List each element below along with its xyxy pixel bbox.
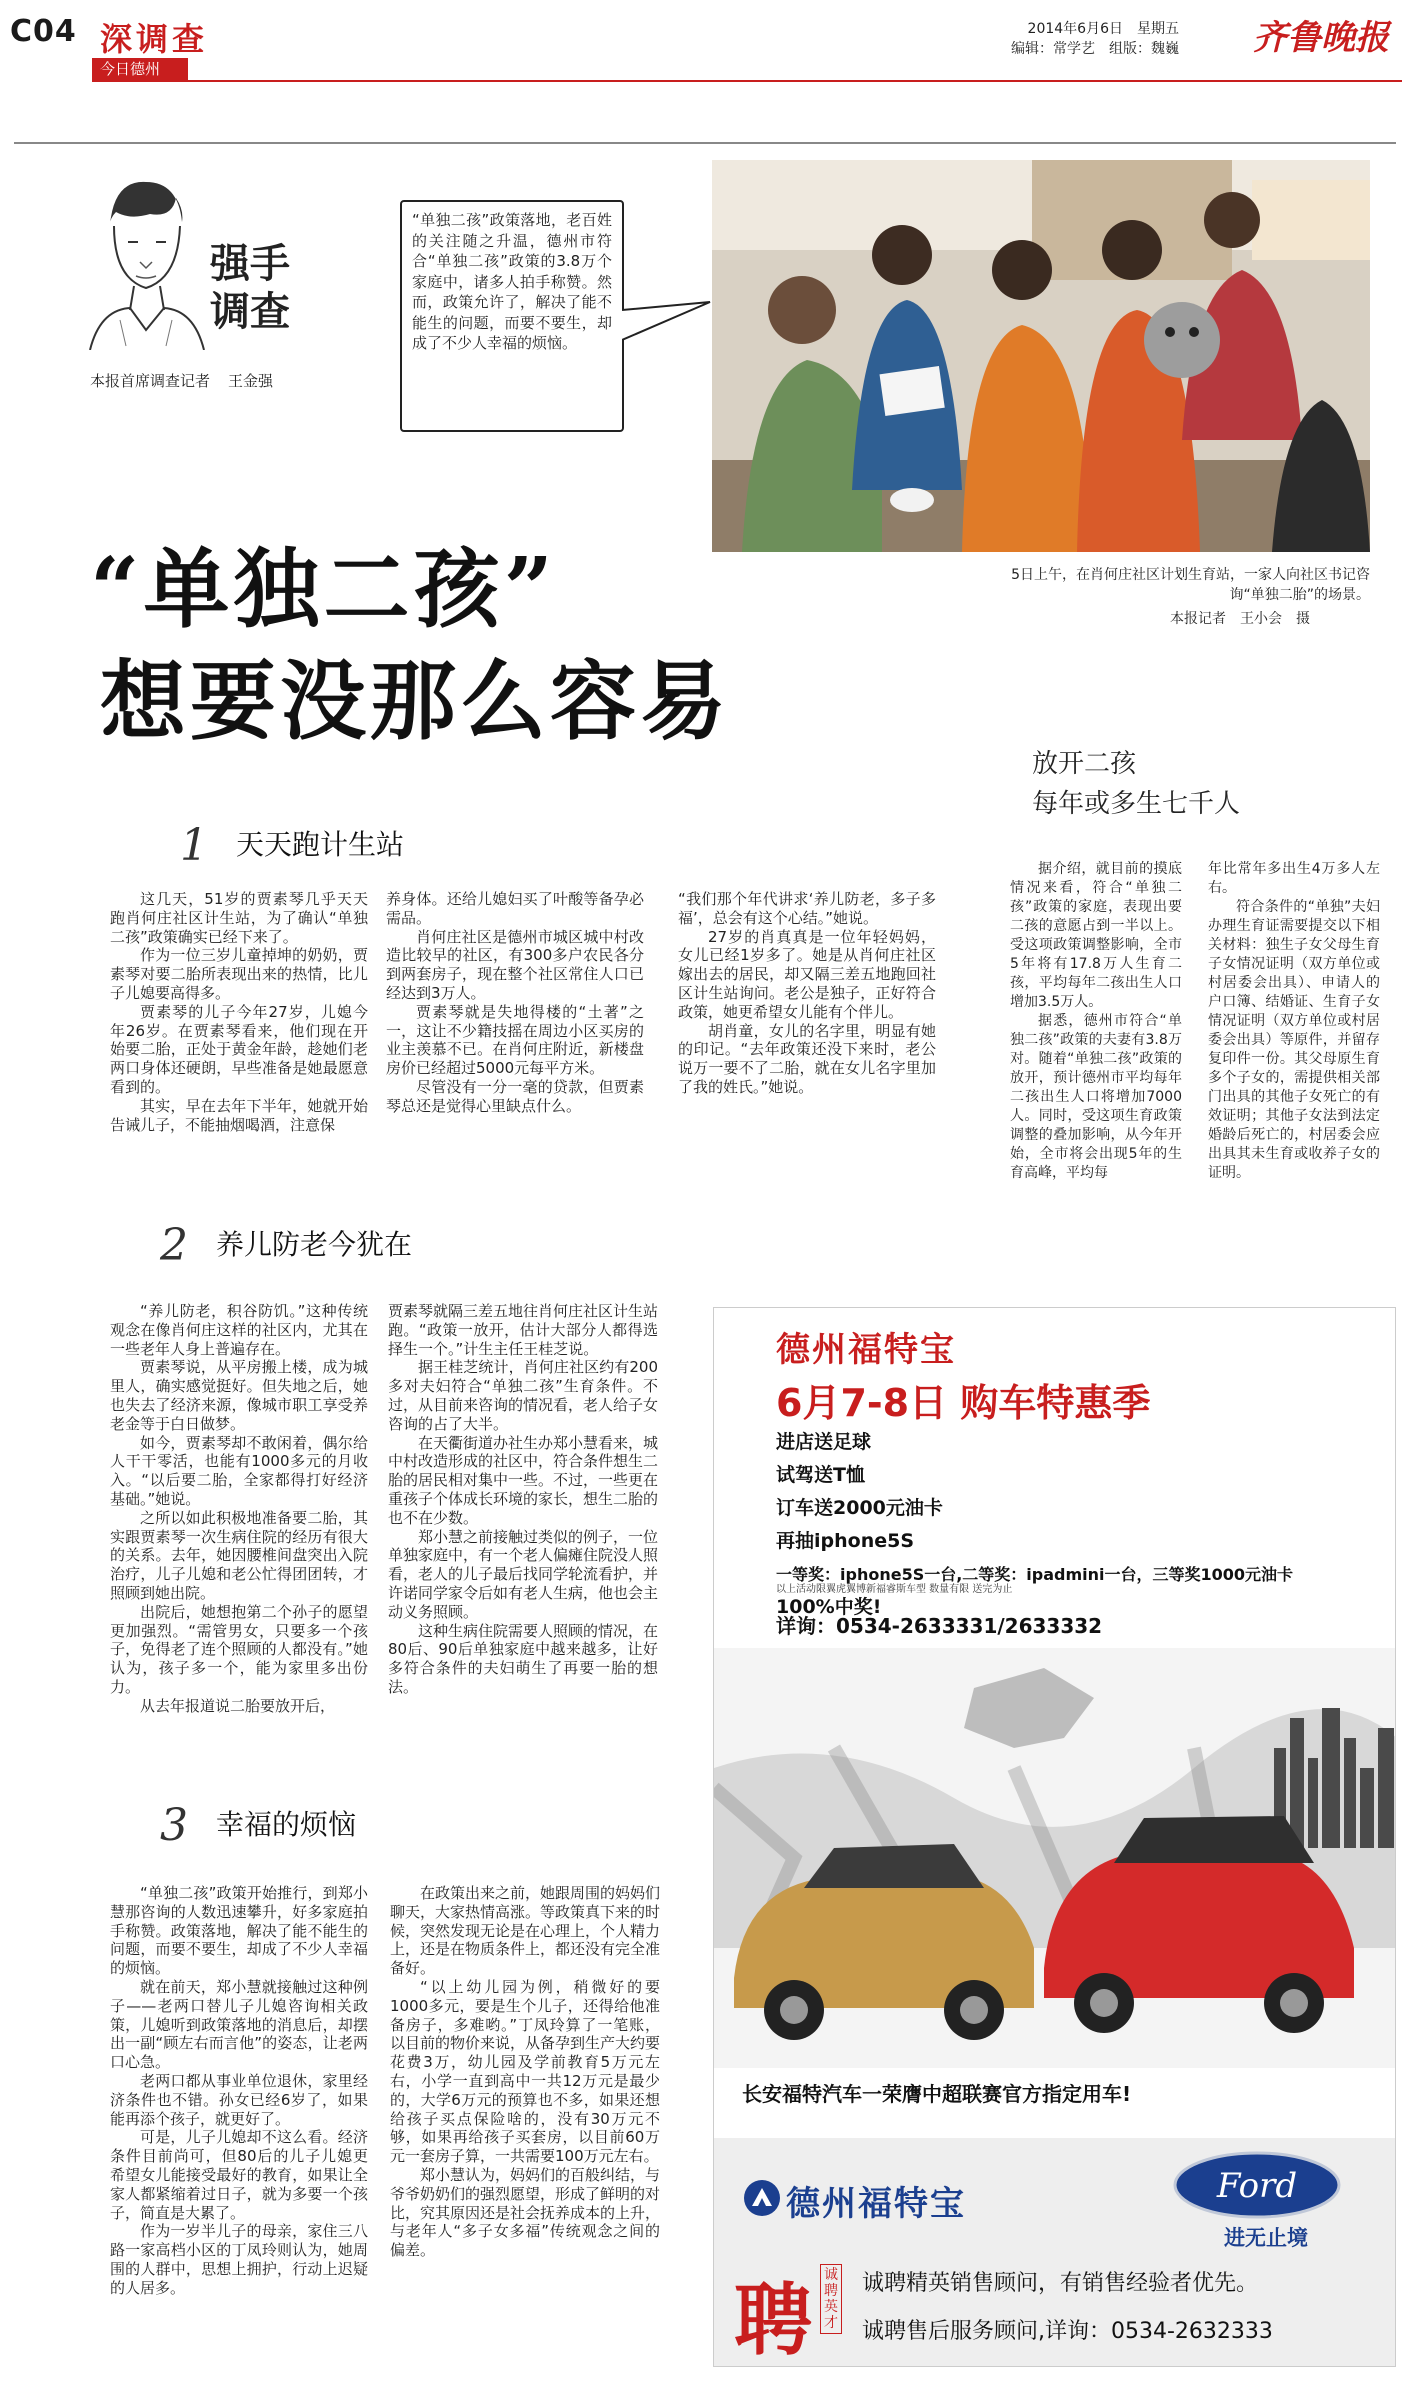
paragraph: 据悉，德州市符合“单独二孩”政策的夫妻有3.8万对。随着“单独二孩”政策的放开，预计德州市平均每年二孩出生人口将增加7000人。同时，受这项生育政策调整的叠加影响，从今年开始，全市将会出现5年的生育高峰，平均每 bbox=[1010, 1013, 1182, 1181]
lead-summary-box: “单独二孩”政策落地，老百姓的关注随之升温，德州市符合“单独二孩”政策的3.8万个家庭中，诸多人拍手称赞。然而，政策允许了，解决了能不能生的问题，而要不要生，却成了不少人幸福的烦恼。 bbox=[400, 200, 624, 432]
paragraph: 之所以如此积极地准备要二胎，其实跟贾素琴一次生病住院的经历有很大的关系。去年，她因腰椎间盘突出入院治疗，儿子儿媳和老公忙得团团转，才照顾到她出院。 bbox=[110, 1508, 368, 1602]
page-header bbox=[0, 0, 1409, 80]
ad-offer-line: 订车送2000元油卡 bbox=[776, 1497, 943, 1519]
reporter-sketch-portrait bbox=[80, 170, 210, 350]
hiring-stamp: 诚聘英才 bbox=[820, 2264, 842, 2334]
article-column bbox=[110, 1302, 368, 1716]
paragraph: 贾素琴就是失地得楼的“土著”之一，这让不少籍技摇在周边小区买房的业主羡慕不已。在肖何庄附近，新楼盘房价已经超过5000元每平方米。 bbox=[386, 1002, 644, 1078]
ford-dealer-advertisement bbox=[713, 1307, 1396, 2367]
reporter-byline bbox=[90, 370, 273, 391]
section-heading bbox=[160, 1220, 412, 1271]
paragraph: 胡肖童，女儿的名字里，明显有她的印记。“去年政策还没下来时，老公说万一要不了二胎，就在女儿名字里加了我的姓氏。”她说。 bbox=[678, 1021, 936, 1096]
ad-fine-print: 以上活动限翼虎翼博新福睿斯车型 数量有限 送完为止 bbox=[776, 1584, 1013, 1595]
reporter-name: 王金强 bbox=[228, 372, 274, 390]
section-title: 养儿防老今犹在 bbox=[216, 1228, 413, 1261]
ad-offer-line: 试驾送T恤 bbox=[776, 1464, 865, 1486]
paragraph: 可是，儿子儿媳却不这么看。经济条件目前尚可，但80后的儿子儿媳更希望女儿能接受最好的教育，如果让全家人都紧缩着过日子，就为多要一个孩子，简直是大累了。 bbox=[110, 2128, 368, 2222]
section-heading bbox=[160, 1800, 356, 1851]
callout-pointer bbox=[622, 300, 712, 360]
paragraph: 贾素琴的儿子今年27岁，儿媳今年26岁。在贾素琴看来，他们现在开始要二胎，正处于黄金年龄，趁她们老两口身体还硬朗，早些准备是她最愿意看到的。 bbox=[110, 1002, 368, 1096]
sidebar-column bbox=[1208, 860, 1380, 1183]
ad-slogan: 长安福特汽车一荣膺中超联赛官方指定用车! bbox=[742, 2082, 1132, 2106]
paragraph: 这几天，51岁的贾素琴几乎天天跑肖何庄社区计生站，为了确认“单独二孩”政策确实已经下来了。 bbox=[110, 890, 368, 946]
article-column bbox=[110, 1884, 368, 2298]
sidebar-headline bbox=[1032, 744, 1240, 824]
paragraph: 符合条件的“单独”夫妇办理生育证需要提交以下相关材料：独生子女父母生育子女情况证明（双方单位或村居委会出具）、申请人的户口簿、结婚证、生育子女情况证明（双方单位或村居委会出具）等原件，并留存复印件一份。其父母原生育多个子女的，需提供相关部门出具的其他子女死亡的有效证明；其他子女法到法定婚龄后死亡的，村居委会应出具其未生育或收养子女的证明。 bbox=[1208, 899, 1380, 1181]
ford-slogan: 进无止境 bbox=[1224, 2226, 1308, 2250]
paragraph: 从去年报道说二胎要放开后， bbox=[140, 1696, 336, 1715]
paragraph: 贾素琴说，从平房搬上楼，成为城里人，确实感觉挺好。但失地之后，她也失去了经济来源，像城市职工享受养老金等于白日做梦。 bbox=[110, 1358, 368, 1433]
paragraph: 其实，早在去年下半年，她就开始告诫儿子，不能抽烟喝酒，注意保 bbox=[110, 1096, 368, 1134]
section-title: 幸福的烦恼 bbox=[216, 1808, 357, 1841]
ad-dealer-band bbox=[714, 2138, 1396, 2367]
paragraph: “单独二孩”政策开始推行，到郑小慧那咨询的人数迅速攀升，好多家庭拍手称赞。政策落地，解决了能不能生的问题，而要不要生，却成了不少人幸福的烦恼。 bbox=[110, 1884, 368, 1978]
news-photo bbox=[712, 160, 1370, 552]
ford-logo-text: Ford bbox=[1216, 2166, 1298, 2206]
page-number: C04 bbox=[10, 14, 77, 49]
article-column bbox=[390, 1884, 660, 2260]
paragraph: 出院后，她想抱第二个孙子的愿望更加强烈。“需管男女，只要多一个孩子，免得老了连个照顾的人都没有。”她认为，孩子多一个，能为家里多出份力。 bbox=[110, 1602, 368, 1696]
article-column bbox=[388, 1302, 658, 1697]
ad-offer-line: 进店送足球 bbox=[776, 1431, 872, 1453]
ad-offer-line: 再抽iphone5S bbox=[776, 1530, 915, 1552]
column-tag-line: 调查 bbox=[210, 288, 290, 335]
ad-phone: 详询：0534-2633331/2633332 bbox=[776, 1614, 1103, 1638]
editor-credits: 编辑：常学艺 组版：魏巍 bbox=[1011, 41, 1179, 57]
paragraph: 作为一岁半儿子的母亲，家住三八路一家高档小区的丁凤玲则认为，她周围的人群中，思想上拥护，行动上迟疑的人居多。 bbox=[110, 2222, 368, 2297]
section-number: 1 bbox=[180, 820, 208, 871]
hiring-mark: 聘 bbox=[734, 2275, 813, 2366]
sidebar-headline-line: 每年或多生七千人 bbox=[1032, 789, 1241, 819]
hiring-line: 诚聘精英销售顾问，有销售经验者优先。 bbox=[862, 2271, 1259, 2296]
section-title: 天天跑计生站 bbox=[236, 828, 405, 861]
column-tag bbox=[210, 240, 290, 336]
article-column bbox=[386, 890, 644, 1116]
sidebar-column bbox=[1010, 860, 1182, 1183]
article-column bbox=[678, 890, 936, 1097]
ad-promo: 6月7-8日 购车特惠季 bbox=[776, 1381, 1151, 1425]
paragraph: 年比常年多出生4万多人左右。 bbox=[1208, 861, 1380, 896]
section-name: 深调查 bbox=[100, 20, 209, 58]
paragraph: 郑小慧认为，妈妈们的百般纠结，与爷爷奶奶们的强烈愿望，形成了鲜明的对比，究其原因还是社会抚养成本的上升，与老年人“多子女多福”传统观念之间的偏差。 bbox=[390, 2165, 661, 2260]
sidebar-headline-line: 放开二孩 bbox=[1032, 749, 1137, 779]
paragraph: 据介绍，就目前的摸底情况来看，符合“单独二孩”政策的家庭，表现出要二孩的意愿占到一半以上。受这项政策调整影响，全市5年将有17.8万人生育二孩，平均每年二孩出生人口增加3.5万人。 bbox=[1010, 861, 1182, 1010]
reporter-title: 本报首席调查记者 bbox=[90, 372, 211, 390]
paragraph: “我们那个年代讲求‘养儿防老，多子多福’，总会有这个心结。”她说。 bbox=[678, 890, 936, 927]
paragraph: 在政策出来之前，她跟周围的妈妈们聊天，大家热情高涨。等政策真下来的时候，突然发现无论是在心理上，个人精力上，还是在物质条件上，都还没有完全准备好。 bbox=[390, 1884, 661, 1978]
paragraph: “养儿防老，积谷防饥。”这种传统观念在像肖何庄这样的社区内，尤其在一些老年人身上普遍存在。 bbox=[110, 1302, 368, 1358]
paragraph: 这种生病住院需要人照顾的情况，在80后、90后单独家庭中越来越多，让好多符合条件的夫妇萌生了再要一胎的想法。 bbox=[388, 1621, 659, 1696]
column-tag-line: 强手 bbox=[210, 240, 290, 287]
paragraph: 贾素琴就隔三差五地往肖何庄社区计生站跑。“政策一放开，估计大部分人都得选择生一个。”计生主任王桂芝说。 bbox=[388, 1302, 659, 1358]
ford-logo-icon bbox=[1172, 2150, 1342, 2220]
ad-title: 德州福特宝 bbox=[776, 1330, 956, 1370]
paragraph: 肖何庄社区是德州市城区城中村改造比较早的社区，有300多户农民各分到两套房子，现在整个社区常住人口已经达到3万人。 bbox=[386, 927, 644, 1002]
photo-caption: 5日上午，在肖何庄社区计划生育站，一家人向社区书记咨询“单独二胎”的场景。 bbox=[1011, 567, 1370, 603]
section-heading bbox=[180, 820, 404, 871]
header-rule bbox=[92, 80, 1402, 82]
dealer-name: 德州福特宝 bbox=[786, 2184, 966, 2224]
paragraph: 如今，贾素琴却不敢闲着，偶尔给人干干零活，也能有1000多元的月收入。“以后要二胎，全家都得打好经济基础。”她说。 bbox=[110, 1433, 368, 1508]
newspaper-logo: 齐鲁晚报 bbox=[1253, 18, 1389, 58]
ad-offer-line: 一等奖：iphone5S一台,二等奖：ipadmini一台，三等奖1000元油卡 bbox=[776, 1565, 1294, 1584]
paragraph: 就在前天，郑小慧就接触过这种例子——老两口替儿子儿媳咨询相关政策，儿媳听到政策落地的消息后，却摆出一副“顾左右而言他”的姿态，让老两口心急。 bbox=[110, 1977, 368, 2072]
article-column bbox=[110, 890, 368, 1134]
paragraph: 27岁的肖真真是一位年轻妈妈，女儿已经1岁多了。她是从肖何庄社区嫁出去的居民，却又隔三差五地跑回社区计生站询问。老公是独子，正好符合政策，她更希望女儿能有个伴儿。 bbox=[678, 927, 936, 1021]
paragraph: 据王桂芝统计，肖何庄社区约有200多对夫妇符合“单独二孩”生育条件。不过，从目前来咨询的情况看，老人给子女咨询的占了大半。 bbox=[388, 1358, 659, 1433]
hiring-line: 诚聘售后服务顾问,详询：0534-2632333 bbox=[862, 2319, 1273, 2344]
ad-car-artwork bbox=[714, 1648, 1396, 2068]
paragraph: 作为一位三岁儿童掉坤的奶奶，贾素琴对要二胎所表现出来的热情，比儿子儿媳要高得多。 bbox=[110, 946, 368, 1002]
sub-section-label: 今日德州 bbox=[92, 58, 188, 80]
section-number: 3 bbox=[160, 1800, 188, 1851]
issue-date: 2014年6月6日 星期五 bbox=[1027, 21, 1179, 37]
paragraph: 养身体。还给儿媳妇买了叶酸等备孕必需品。 bbox=[386, 890, 644, 927]
paragraph: 郑小慧之前接触过类似的例子，一位单独家庭中，有一个老人偏瘫住院没人照看，老人的儿子最后找同学轮流看护，并许诺同学家令后如有老人生病，他也会主动义务照顾。 bbox=[388, 1527, 659, 1621]
headline-line-1: “单独二孩” bbox=[90, 539, 557, 640]
headline-line-2: 想要没那么容易 bbox=[100, 651, 730, 752]
photo-credit: 本报记者 王小会 摄 bbox=[1170, 611, 1310, 627]
paragraph: “以上幼儿园为例，稍微好的要1000多元，要是生个儿子，还得给他准备房子，多难哟。”丁凤玲算了一笔账，以目前的物价来说，从备孕到生产大约要花费3万，幼儿园及学前教育5万元左右，小学一直到高中一共12万元是最少的，大学6万元的预算也不多，如果还想给孩子买点保险啥的，没有30万元不够，如果再给孩子买套房，以目前60万元一套房子算，一共需要100万元左右。 bbox=[390, 1977, 661, 2166]
reporter-column bbox=[80, 170, 400, 400]
paragraph: 在天衢街道办社生办郑小慧看来，城中村改造形成的社区中，符合条件想生二胎的居民相对集中一些。不过，一些更在重孩子个体成长环境的家长，想生二胎的也不在少数。 bbox=[388, 1433, 659, 1527]
paragraph: 尽管没有一分一毫的贷款，但贾素琴总还是觉得心里缺点什么。 bbox=[386, 1077, 644, 1115]
section-number: 2 bbox=[160, 1220, 188, 1271]
paragraph: 老两口都从事业单位退休，家里经济条件也不错。孙女已经6岁了，如果能再添个孩子，就更好了。 bbox=[110, 2071, 368, 2128]
dealer-logo-icon bbox=[742, 2178, 782, 2218]
divider bbox=[14, 142, 1396, 144]
ad-offer-line: 100%中奖! bbox=[776, 1596, 882, 1618]
